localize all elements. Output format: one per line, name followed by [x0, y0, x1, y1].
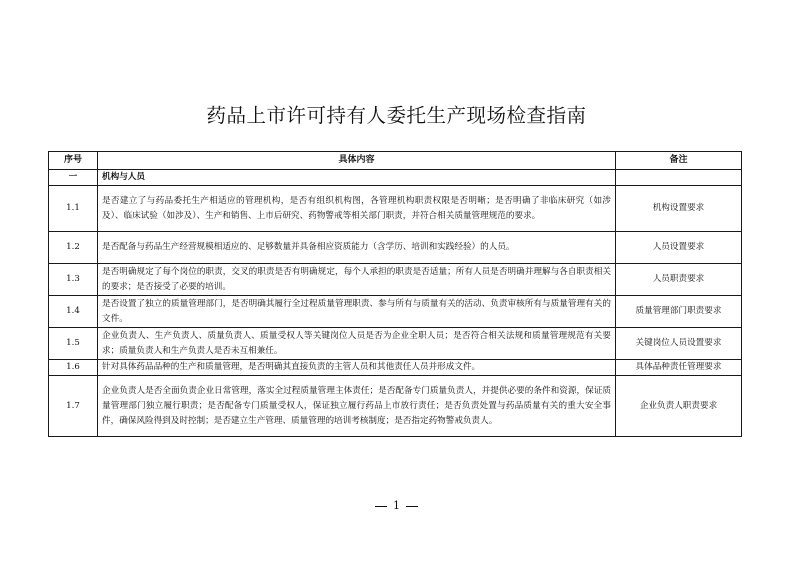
row-number: 1.2 [49, 232, 98, 264]
row-content: 企业负责人是否全面负责企业日常管理，落实全过程质量管理主体责任；是否配备专门质量负责人，并提供必要的条件和资源，保证质量管理部门独立履行职责；是否配备专门质量受权人，保证独立履行药品上市放行责任；是否负责处置与药品质量有关的重大安全事件，确保风险得到及时控制；是否建立生产管理、质量管理的培训考核制度；是否指定药物警戒负责人。 [98, 376, 616, 437]
page-number [0, 499, 793, 512]
table-row [49, 232, 742, 264]
row-number: 1.4 [49, 296, 98, 328]
inspection-checklist-table [48, 151, 742, 437]
header-content: 具体内容 [98, 152, 616, 170]
dash-right [406, 506, 418, 507]
row-content: 针对具体药品品种的生产和质量管理，是否明确其直接负责的主管人员和其他责任人员并形成文件。 [98, 360, 616, 376]
table-row [49, 296, 742, 328]
row-content: 是否明确规定了每个岗位的职责，交叉的职责是否有明确规定，每个人承担的职责是否适量；所有人员是否明确并理解与各自职责相关的要求；是否接受了必要的培训。 [98, 264, 616, 296]
row-note: 企业负责人职责要求 [616, 376, 742, 437]
table-row [49, 264, 742, 296]
row-number: 1.1 [49, 186, 98, 232]
row-number: 1.3 [49, 264, 98, 296]
row-content: 是否建立了与药品委托生产相适应的管理机构，是否有组织机构图，各管理机构职责权限是否明晰；是否明确了非临床研究（如涉及）、临床试验（如涉及）、生产和销售、上市后研究、药物警戒等相关部门职责，并符合相关质量管理规范的要求。 [98, 186, 616, 232]
row-number: 1.6 [49, 360, 98, 376]
row-number: 1.7 [49, 376, 98, 437]
row-note: 质量管理部门职责要求 [616, 296, 742, 328]
row-number: 1.5 [49, 328, 98, 360]
row-note: 关键岗位人员设置要求 [616, 328, 742, 360]
header-no: 序号 [49, 152, 98, 170]
table-row [49, 360, 742, 376]
page-number-value: 1 [393, 499, 400, 512]
row-content: 是否配备与药品生产经营规模相适应的、足够数量并具备相应资质能力（含学历、培训和实践经验）的人员。 [98, 232, 616, 264]
row-content: 企业负责人、生产负责人、质量负责人、质量受权人等关键岗位人员是否为企业全职人员；是否符合相关法规和质量管理规范有关要求；质量负责人和生产负责人是否未互相兼任。 [98, 328, 616, 360]
row-note: 人员设置要求 [616, 232, 742, 264]
section-number: 一 [49, 170, 98, 186]
section-note [616, 170, 742, 186]
page-title: 药品上市许可持有人委托生产现场检查指南 [206, 104, 587, 127]
table-header-row [49, 152, 742, 170]
section-row [49, 170, 742, 186]
header-note: 备注 [616, 152, 742, 170]
dash-left [375, 506, 387, 507]
row-content: 是否设置了独立的质量管理部门，是否明确其履行全过程质量管理职责、参与所有与质量有关的活动、负责审核所有与质量管理有关的文件。 [98, 296, 616, 328]
section-title: 机构与人员 [98, 170, 616, 186]
row-note: 人员职责要求 [616, 264, 742, 296]
table-row [49, 376, 742, 437]
table-row [49, 328, 742, 360]
row-note: 具体品种责任管理要求 [616, 360, 742, 376]
row-note: 机构设置要求 [616, 186, 742, 232]
table-row [49, 186, 742, 232]
